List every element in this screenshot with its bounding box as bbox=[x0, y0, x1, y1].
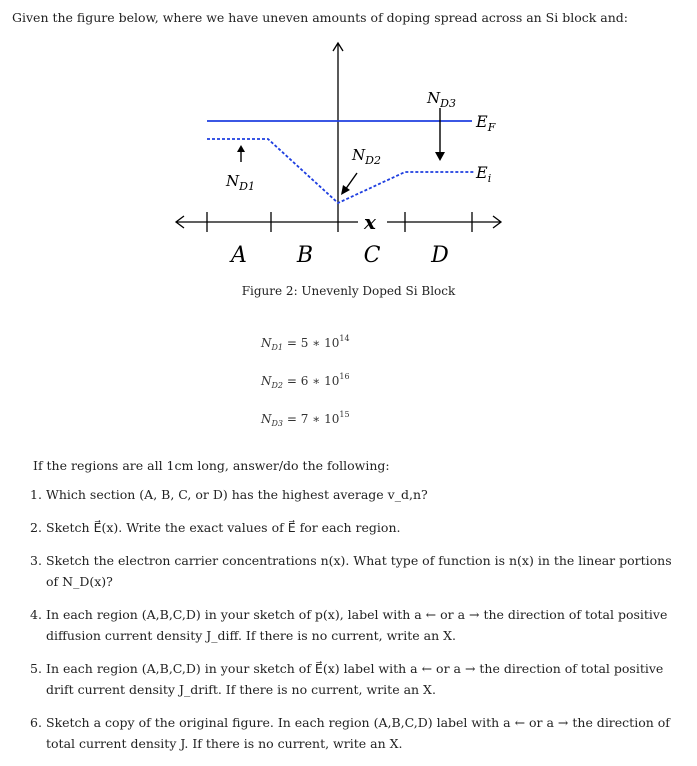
region-label-d: D bbox=[431, 243, 449, 268]
question-item: 2. Sketch E⃗(x). Write the exact values of E⃗ for each region. bbox=[30, 520, 401, 535]
region-label-b: B bbox=[296, 243, 314, 268]
figure-caption: Figure 2: Unevenly Doped Si Block bbox=[241, 284, 456, 298]
intro-text: Given the figure below, where we have uneven amounts of doping spread across an Si block and: bbox=[12, 10, 629, 25]
region-label-c: C bbox=[363, 243, 381, 268]
ef-label: $E_F$ bbox=[476, 112, 496, 134]
nd1-arrowhead bbox=[237, 145, 245, 152]
nd3-label: $N_{D3}$ bbox=[427, 89, 456, 110]
nd2-label: $N_{D2}$ bbox=[352, 146, 381, 167]
region-label-a: A bbox=[231, 243, 247, 268]
doping-equation-nd3: $N_{D3} = 7$ ∗ $10^{15}$ bbox=[261, 410, 350, 428]
nd3-arrowhead bbox=[435, 152, 445, 161]
question-item: 1. Which section (A, B, C, or D) has the highest average v_d,n? bbox=[30, 487, 428, 502]
nd1-label: $N_{D1}$ bbox=[226, 172, 255, 193]
nd2-arrowhead bbox=[341, 185, 350, 195]
doping-figure bbox=[0, 0, 697, 300]
nd2-arrow bbox=[345, 173, 357, 190]
question-item: 6. Sketch a copy of the original figure. In each region (A,B,C,D) label with a ← or a → the direction of total current density J. If there is no current, write an X. bbox=[30, 715, 670, 751]
question-item: 4. In each region (A,B,C,D) in your sketch of p(x), label with a ← or a → the direction of total positive diffusion current density J_diff. If there is no current, write an X. bbox=[30, 607, 668, 643]
question-list bbox=[30, 484, 680, 766]
intrinsic-level-line bbox=[207, 139, 474, 203]
question-item: 3. Sketch the electron carrier concentrations n(x). What type of function is n(x) in the linear portions of N_D(x)? bbox=[30, 553, 672, 589]
doping-equation-nd2: $N_{D2} = 6$ ∗ $10^{16}$ bbox=[261, 372, 350, 390]
doping-equation-nd1: $N_{D1} = 5$ ∗ $10^{14}$ bbox=[261, 334, 350, 352]
x-axis-label: x bbox=[364, 210, 376, 234]
question-item: 5. In each region (A,B,C,D) in your sketch of E⃗(x) label with a ← or a → the direction of total positive drift current density J_drift. If there is no current, write an X. bbox=[30, 661, 664, 697]
question-prompt: If the regions are all 1cm long, answer/do the following: bbox=[33, 458, 390, 473]
ei-label: $E_i$ bbox=[476, 163, 492, 185]
